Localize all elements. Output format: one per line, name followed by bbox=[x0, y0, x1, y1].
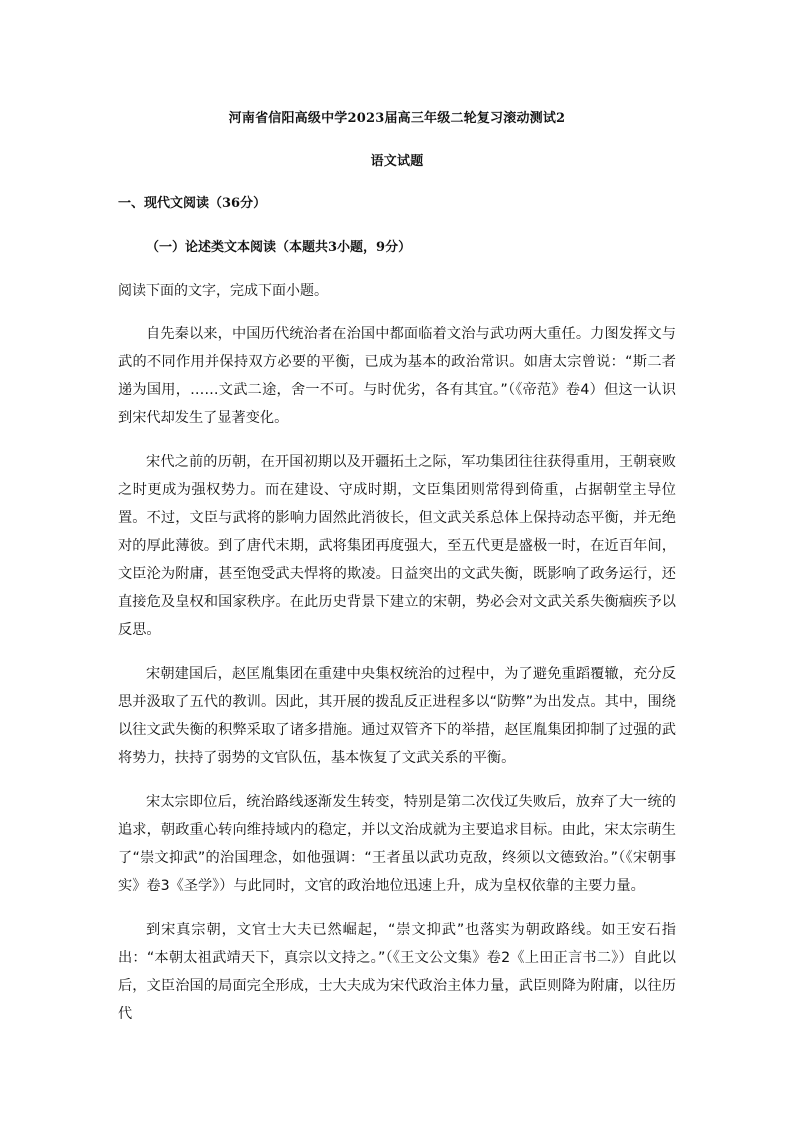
reading-instruction: 阅读下面的文字，完成下面小题。 bbox=[118, 283, 328, 299]
paragraph-4: 宋太宗即位后，统治路线逐渐发生转变，特别是第二次伐辽失败后，放弃了大一统的追求，朝政重心转向维持域内的稳定，并以文治成就为主要追求目标。由此，宋太宗萌生了“崇文抑武”的治国理念，如他强调：“王者虽以武功克敌，终须以文德致治。”（《宋朝事实》卷3《圣学》）与此同时，文官的政治地位迅速上升，成为皇权依靠的主要力量。 bbox=[118, 794, 676, 894]
paragraph-1: 自先秦以来，中国历代统治者在治国中都面临着文治与武功两大重任。力图发挥文与武的不同作用并保持双方必要的平衡，已成为基本的政治常识。如唐太宗曾说：“斯二者递为国用，……文武二途，舍一不可。与时优劣，各有其宜。”（《帝范》卷4）但这一认识到宋代却发生了显著变化。 bbox=[118, 326, 676, 426]
section-heading: 一、现代文阅读（36分） bbox=[118, 196, 267, 211]
article-body bbox=[118, 320, 676, 1044]
subsection-heading: （一）论述类文本阅读（本题共3小题，9分） bbox=[146, 240, 412, 255]
paragraph-3: 宋朝建国后，赵匡胤集团在重建中央集权统治的过程中，为了避免重蹈覆辙，充分反思并汲取了五代的教训。因此，其开展的拨乱反正进程多以“防弊”为出发点。其中，围绕以往文武失衡的积弊采取了诸多措施。通过双管齐下的举措，赵匡胤集团抑制了过强的武将势力，扶持了弱势的文官队伍，基本恢复了文武关系的平衡。 bbox=[118, 666, 676, 766]
paragraph-5: 到宋真宗朝，文官士大夫已然崛起，“崇文抑武”也落实为朝政路线。如王安石指出：“本朝太祖武靖天下，真宗以文持之。”（《王文公文集》卷2《上田正言书二》）自此以后，文臣治国的局面完全形成，士大夫成为宋代政治主体力量，武臣则降为附庸，以往历代 bbox=[118, 922, 676, 1022]
document-subtitle: 语文试题 bbox=[370, 154, 424, 169]
document-title: 河南省信阳高级中学2023届高三年级二轮复习滚动测试2 bbox=[228, 111, 566, 126]
paragraph-2: 宋代之前的历朝，在开国初期以及开疆拓土之际，军功集团往往获得重用，王朝衰败之时更成为强权势力。而在建设、守成时期，文臣集团则常得到倚重，占据朝堂主导位置。不过，文臣与武将的影响力固然此消彼长，但文武关系总体上保持动态平衡，并无绝对的厚此薄彼。到了唐代末期，武将集团再度强大，至五代更是盛极一时，在近百年间，文臣沦为附庸，甚至饱受武夫悍将的欺凌。日益突出的文武失衡，既影响了政务运行，还直接危及皇权和国家秩序。在此历史背景下建立的宋朝，势必会对文武关系失衡痼疾予以反思。 bbox=[118, 454, 676, 638]
